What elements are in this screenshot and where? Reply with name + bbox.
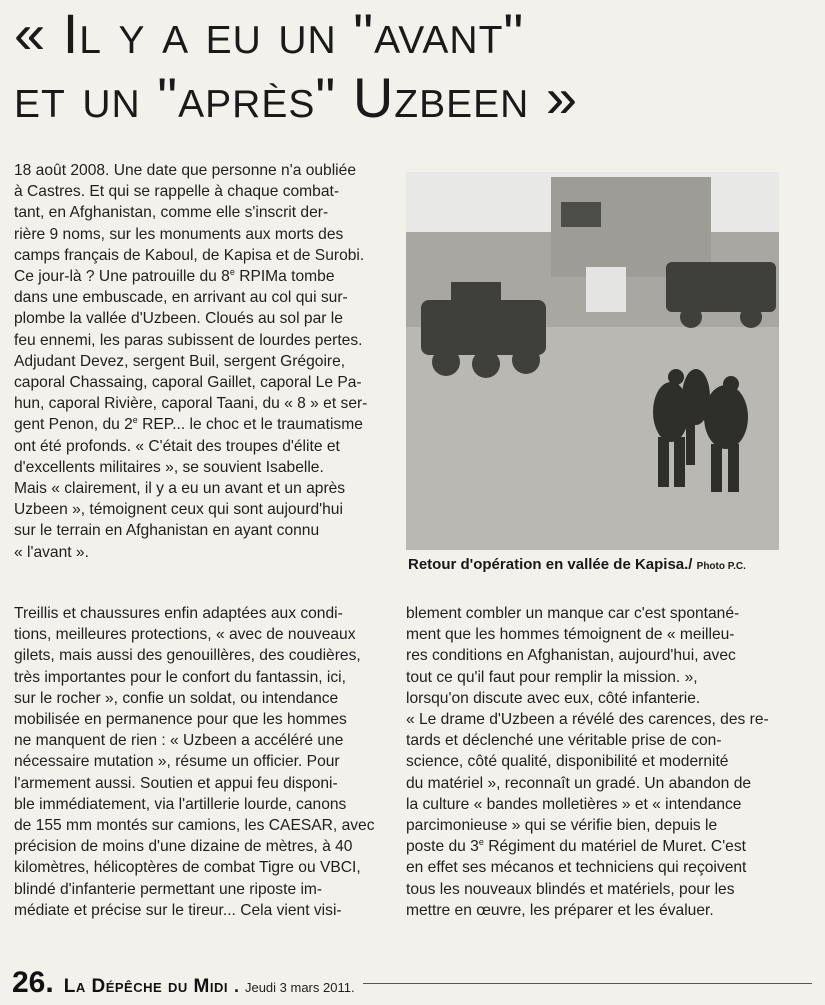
article-line: « l'avant ». [14,543,89,561]
article-line: mettre en œuvre, les préparer et les évaluer. [406,901,714,919]
page-number: 26. [12,966,54,999]
article-line: sur le terrain en Afghanistan en ayant connu [14,522,320,540]
article-line: hun, caporal Rivière, caporal Taani, du « 8 » et ser- [14,395,368,413]
article-line: l'armement aussi. Soutien et appui feu disponi- [14,774,338,792]
caption-text: Retour d'opération en vallée de Kapisa./ [408,556,693,573]
article-line: Ce jour-là ? Une patrouille du 8e RPIMa tombe [14,266,335,286]
article-line: sur le rocher », confie un soldat, ou intendance [14,689,339,707]
article-line: rière 9 noms, sur les monuments aux morts des [14,225,344,243]
article-line: plombe la vallée d'Uzbeen. Cloués au sol par le [14,310,343,328]
article-line: précision de moins d'une dizaine de mètres, à 40 [14,838,353,856]
article-line: à Castres. Et qui se rappelle à chaque combat- [14,183,340,201]
article-line: caporal Chassaing, caporal Gaillet, caporal Le Pa- [14,374,362,392]
article-line: ble immédiatement, via l'artillerie lourde, canons [14,795,347,813]
photo-illustration [406,172,779,550]
headline-line-1: « Il y a eu un "avant" [14,2,525,65]
photo-armored-vehicles [406,172,779,550]
article-line: la culture « bandes molletières » et « intendance [406,795,742,813]
article-line: lorsqu'on discute avec eux, côté infanterie. [406,689,701,707]
article-line: poste du 3e Régiment du matériel de Muret. C'est [406,837,746,856]
article-line: 18 août 2008. Une date que personne n'a oubliée [14,162,356,179]
article-line: kilomètres, hélicoptères de combat Tigre ou VBCI, [14,859,361,877]
article-line: tous les nouveaux blindés et matériels, pour les [406,880,735,898]
headline [14,2,814,130]
article-line: nécessaire mutation », résume un officier. Pour [14,753,340,771]
article-line: du matériel », reconnaît un gradé. Un abandon de [406,774,752,792]
article-line: de 155 mm montés sur camions, les CAESAR, avec [14,817,375,835]
article-line: camps français de Kaboul, de Kapisa et de Surobi. [14,246,365,264]
article-column-right [406,603,796,921]
article-line: tant, en Afghanistan, comme elle s'inscrit der- [14,204,329,222]
article-line: très importantes pour le confort du fantassin, ici, [14,668,346,686]
article-line: dans une embuscade, en arrivant au col qui sur- [14,289,348,307]
article-line: science, côté qualité, disponibilité et modernité [406,753,729,771]
article-line: parcimonieuse » qui se vérifie bien, depuis le [406,817,718,835]
article-line: tards et déclenché une véritable prise de con- [406,732,722,750]
article-line: tout ce qu'il faut pour remplir la mission. », [406,668,698,686]
footer-rule [363,983,812,984]
newspaper-name: La Dépêche du Midi [63,976,228,997]
article-line: ment que les hommes témoignent de « meilleu- [406,626,735,644]
article-line: Uzbeen », témoignent ceux qui sont aujourd'hui [14,501,343,519]
article-line: gilets, mais aussi des genouillères, des coudières, [14,647,361,665]
article-line: Adjudant Devez, sergent Buil, sergent Grégoire, [14,352,346,370]
headline-line-2: et un "après" Uzbeen » [14,66,578,129]
article-line: Mais « clairement, il y a eu un avant et un après [14,480,346,498]
article-line: gent Penon, du 2e REP... le choc et le traumatisme [14,415,363,434]
article-line: mobilisée en permanence pour que les hommes [14,711,347,729]
article-line: feu ennemi, les paras subissent de lourdes pertes. [14,331,363,349]
photo-caption [408,556,788,573]
article-line: ne manquent de rien : « Uzbeen a accéléré une [14,732,344,750]
page-footer [12,966,812,1000]
article-line: blindé d'infanterie permettant une riposte im- [14,880,323,898]
issue-date: Jeudi 3 mars 2011. [244,980,355,995]
article-line: en effet ses mécanos et techniciens qui reçoivent [406,859,747,877]
photo-credit: Photo P.C. [696,561,746,572]
article-column-left-bottom [14,603,399,921]
article-line: médiate et précise sur le tireur... Cela vient visi- [14,901,342,919]
article-line: res conditions en Afghanistan, aujourd'hui, avec [406,647,736,665]
article-line: Treillis et chaussures enfin adaptées aux condi- [14,605,343,622]
footer-separator: . [233,976,239,996]
article-line: d'excellents militaires », se souvient Isabelle. [14,458,324,476]
article-line: blement combler un manque car c'est spontané- [406,605,740,622]
article-column-left-top [14,160,399,563]
article-line: « Le drame d'Uzbeen a révélé des carences, des re- [406,711,769,729]
article-line: ont été profonds. « C'était des troupes d'élite et [14,437,340,455]
article-line: tions, meilleures protections, « avec de nouveaux [14,626,356,644]
